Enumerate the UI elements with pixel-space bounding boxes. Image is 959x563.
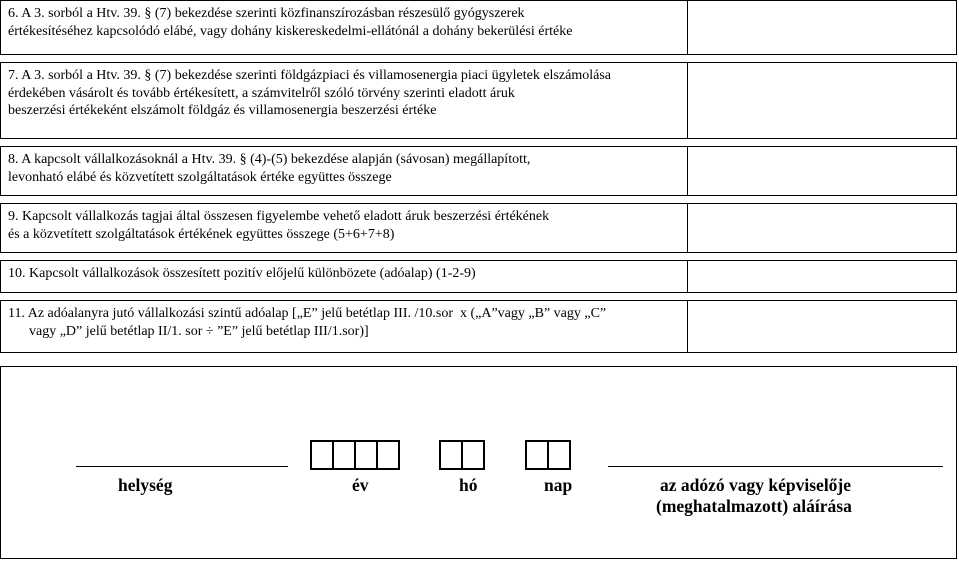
row-8-description: 8. A kapcsolt vállalkozásoknál a Htv. 39. § (4)-(5) bekezdése alapján (sávosan) megállapított, levonható elábé és közvetített szolgáltatások értéke együttes összege (8, 152, 531, 185)
place-label: helység (118, 475, 173, 495)
day-label: nap (544, 475, 573, 495)
row-6-amount-field[interactable] (687, 1, 958, 54)
row-9-description: 9. Kapcsolt vállalkozás tagjai által összesen figyelembe vehető eladott áruk beszerzési értékének és a közvetített szolgáltatások értékének együttes összege (5+6+7+8) (8, 209, 550, 242)
day-digit-box-1[interactable] (525, 440, 549, 470)
form-row-9 (0, 203, 957, 253)
year-digit-box-3[interactable] (354, 440, 378, 470)
form-row-6 (0, 0, 957, 55)
day-digit-box-2[interactable] (547, 440, 571, 470)
form-row-7 (0, 62, 957, 139)
row-10-amount-field[interactable] (687, 261, 958, 292)
year-digit-box-4[interactable] (376, 440, 400, 470)
form-row-8 (0, 146, 957, 196)
signer-label-line-1: az adózó vagy képviselője (660, 475, 852, 495)
row-8-amount-field[interactable] (687, 147, 958, 195)
year-digit-box-1[interactable] (310, 440, 334, 470)
place-line[interactable] (76, 466, 288, 467)
form-row-10 (0, 260, 957, 293)
form-row-11 (0, 300, 957, 353)
year-label: év (352, 475, 369, 495)
row-7-description: 7. A 3. sorból a Htv. 39. § (7) bekezdése szerinti földgázpiaci és villamosenergia piaci ügyletek elszámolása érdekében vásárolt és tovább értékesített, a számvitelről szóló törvény szerinti eladott áruk beszerzési értékeként elszámolt földgáz és villamosenergia beszerzési értéke (8, 68, 611, 118)
row-10-description: 10. Kapcsolt vállalkozások összesített pozitív előjelű különbözete (adóalap) (1-2-9) (8, 266, 476, 281)
row-6-description: 6. A 3. sorból a Htv. 39. § (7) bekezdése szerinti közfinanszírozásban részesülő gyógyszerek értékesítéséhez kapcsolódó elábé, vagy dohány kiskereskedelmi-ellátónál a dohány bekerülési értéke (8, 6, 573, 39)
month-label: hó (459, 475, 478, 495)
signature-line[interactable] (608, 466, 943, 467)
month-digit-box-2[interactable] (461, 440, 485, 470)
year-digit-box-2[interactable] (332, 440, 356, 470)
row-11-description: 11. Az adóalanyra jutó vállalkozási szintű adóalap [„E” jelű betétlap III. /10.sor x („A”vagy „B” vagy „C” vagy „D” jelű betétlap II/1. sor ÷ ”E” jelű betétlap III/1.sor)] (8, 306, 607, 339)
month-digit-box-1[interactable] (439, 440, 463, 470)
row-7-amount-field[interactable] (687, 63, 958, 138)
row-9-amount-field[interactable] (687, 204, 958, 252)
row-11-amount-field[interactable] (687, 301, 958, 352)
signer-label-line-2: (meghatalmazott) aláírása (656, 496, 852, 516)
